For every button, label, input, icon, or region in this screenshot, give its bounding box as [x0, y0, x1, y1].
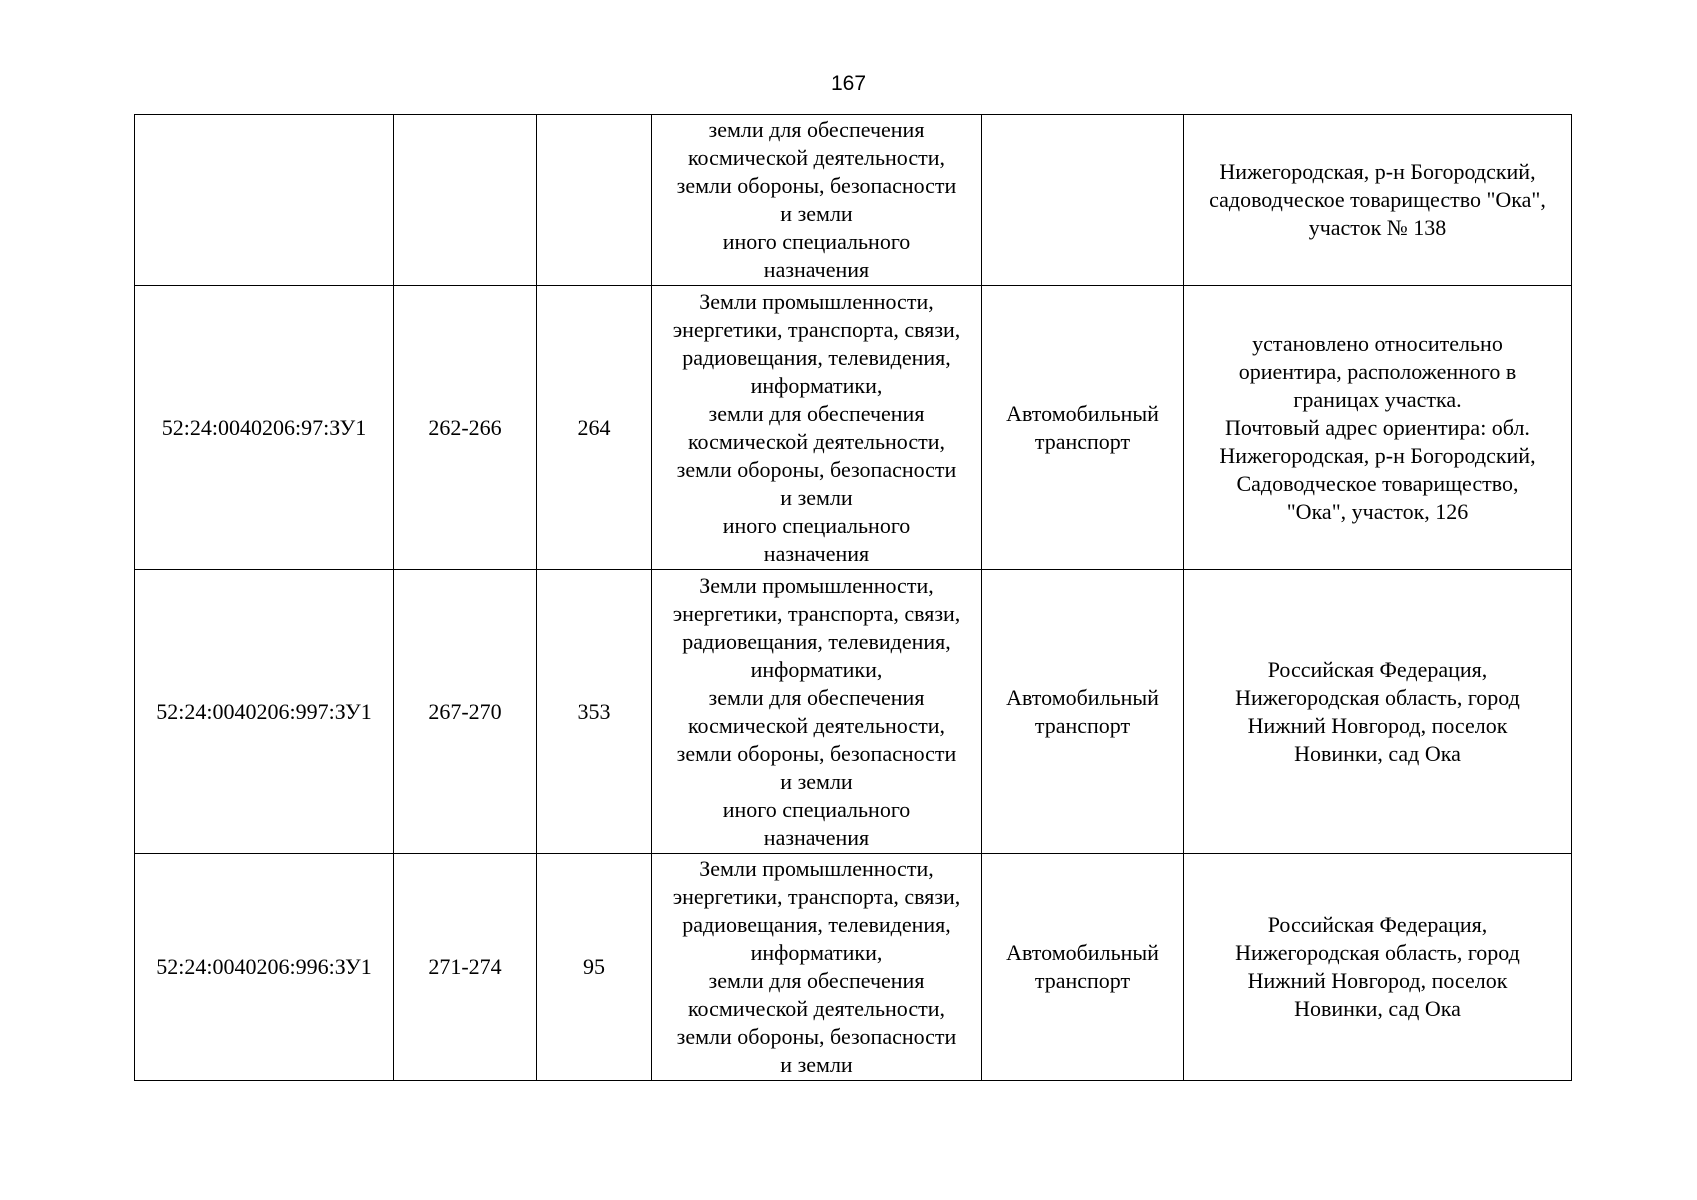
address-cell: установлено относительно ориентира, расположенного в границах участка. Почтовый адрес ориентира: обл. Нижегородская, р-н Богородский, Садоводческое товарищество, "Ока", участок, 126: [1184, 286, 1572, 570]
land-plots-table: [134, 114, 1572, 1081]
points-cell: 267-270: [394, 570, 537, 854]
land-category-cell: Земли промышленности, энергетики, транспорта, связи, радиовещания, телевидения, информатики, земли для обеспечения космической деятельности, земли обороны, безопасности и земли: [652, 854, 982, 1081]
points-cell: 271-274: [394, 854, 537, 1081]
area-cell: 95: [537, 854, 652, 1081]
table-row: [135, 115, 1572, 286]
area-cell: 264: [537, 286, 652, 570]
table-row: [135, 286, 1572, 570]
table-row: [135, 570, 1572, 854]
points-cell: 262-266: [394, 286, 537, 570]
area-cell: [537, 115, 652, 286]
table-row: [135, 854, 1572, 1081]
permitted-use-cell: [982, 115, 1184, 286]
cadastral-number-cell: 52:24:0040206:996:ЗУ1: [135, 854, 394, 1081]
permitted-use-cell: Автомобильный транспорт: [982, 286, 1184, 570]
address-cell: Российская Федерация, Нижегородская область, город Нижний Новгород, поселок Новинки, сад Ока: [1184, 854, 1572, 1081]
cadastral-number-cell: [135, 115, 394, 286]
cadastral-number-cell: 52:24:0040206:97:ЗУ1: [135, 286, 394, 570]
cadastral-number-cell: 52:24:0040206:997:ЗУ1: [135, 570, 394, 854]
points-cell: [394, 115, 537, 286]
area-cell: 353: [537, 570, 652, 854]
land-category-cell: Земли промышленности, энергетики, транспорта, связи, радиовещания, телевидения, информатики, земли для обеспечения космической деятельности, земли обороны, безопасности и земли иного специального назначения: [652, 286, 982, 570]
address-cell: Нижегородская, р-н Богородский, садоводческое товарищество "Ока", участок № 138: [1184, 115, 1572, 286]
land-category-cell: Земли промышленности, энергетики, транспорта, связи, радиовещания, телевидения, информатики, земли для обеспечения космической деятельности, земли обороны, безопасности и земли иного специального назначения: [652, 570, 982, 854]
address-cell: Российская Федерация, Нижегородская область, город Нижний Новгород, поселок Новинки, сад Ока: [1184, 570, 1572, 854]
land-category-cell: земли для обеспечения космической деятельности, земли обороны, безопасности и земли иного специального назначения: [652, 115, 982, 286]
permitted-use-cell: Автомобильный транспорт: [982, 854, 1184, 1081]
permitted-use-cell: Автомобильный транспорт: [982, 570, 1184, 854]
page-number: 167: [830, 72, 867, 95]
